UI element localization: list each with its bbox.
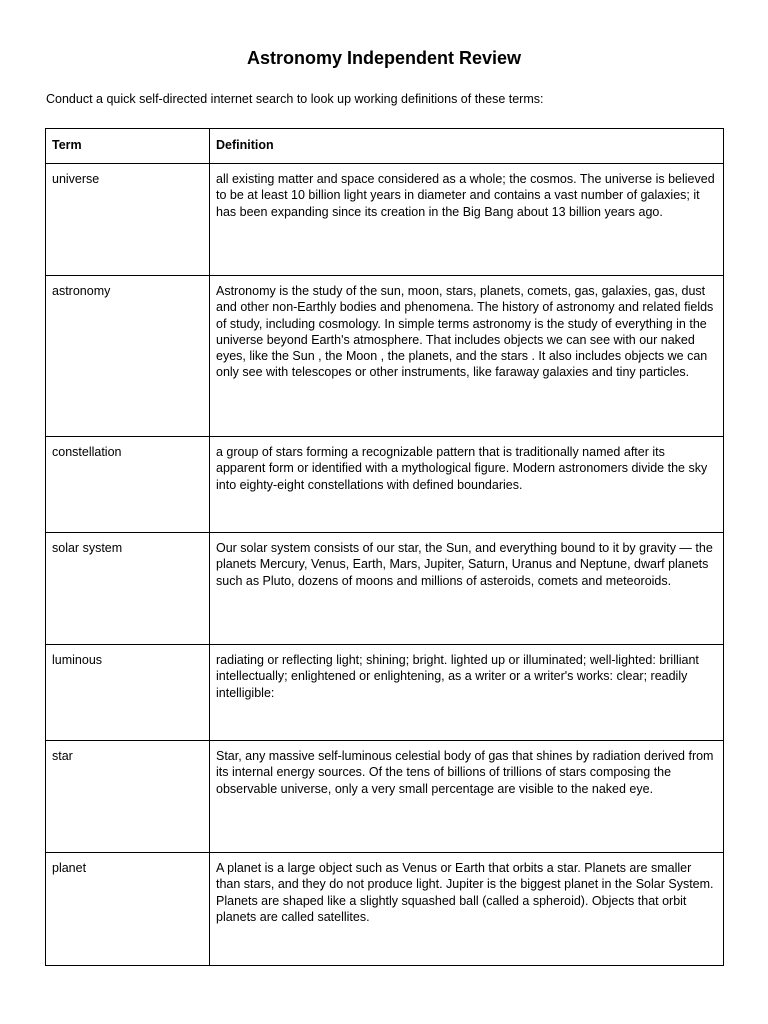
term-cell: star bbox=[46, 741, 210, 853]
table-row bbox=[46, 741, 724, 853]
column-header-term: Term bbox=[46, 129, 210, 164]
terms-table bbox=[45, 128, 724, 966]
instructions-text: Conduct a quick self-directed internet search to look up working definitions of these terms: bbox=[46, 92, 544, 106]
term-cell: luminous bbox=[46, 645, 210, 741]
definition-cell: Astronomy is the study of the sun, moon, stars, planets, comets, gas, galaxies, gas, dust and other non-Earthly bodies and phenomena. The history of astronomy and related fields of study, including cosmology. In simple terms astronomy is the study of everything in the universe beyond Earth's atmosphere. That includes objects we can see with our naked eyes, like the Sun , the Moon , the planets, and the stars . It also includes objects we can only see with telescopes or other instruments, like faraway galaxies and tiny particles. bbox=[210, 276, 724, 437]
term-cell: constellation bbox=[46, 437, 210, 533]
term-cell: solar system bbox=[46, 533, 210, 645]
table-row bbox=[46, 276, 724, 437]
table-row bbox=[46, 164, 724, 276]
definition-cell: Our solar system consists of our star, the Sun, and everything bound to it by gravity — the planets Mercury, Venus, Earth, Mars, Jupiter, Saturn, Uranus and Neptune, dwarf planets such as Pluto, dozens of moons and millions of asteroids, comets and meteoroids. bbox=[210, 533, 724, 645]
term-cell: astronomy bbox=[46, 276, 210, 437]
table-row bbox=[46, 645, 724, 741]
table-row bbox=[46, 533, 724, 645]
page-title: Astronomy Independent Review bbox=[246, 48, 522, 68]
column-header-definition: Definition bbox=[210, 129, 724, 164]
definition-cell: a group of stars forming a recognizable pattern that is traditionally named after its apparent form or identified with a mythological figure. Modern astronomers divide the sky into eighty-eight constellations with defined boundaries. bbox=[210, 437, 724, 533]
term-cell: planet bbox=[46, 853, 210, 966]
table-header-row bbox=[46, 129, 724, 164]
term-cell: universe bbox=[46, 164, 210, 276]
table-row bbox=[46, 437, 724, 533]
table-row bbox=[46, 853, 724, 966]
definition-cell: all existing matter and space considered as a whole; the cosmos. The universe is believed to be at least 10 billion light years in diameter and contains a vast number of galaxies; it has been expanding since its creation in the Big Bang about 13 billion years ago. bbox=[210, 164, 724, 276]
definition-cell: A planet is a large object such as Venus or Earth that orbits a star. Planets are smaller than stars, and they do not produce light. Jupiter is the biggest planet in the Solar System. Planets are shaped like a slightly squashed ball (called a spheroid). Objects that orbit planets are called satellites. bbox=[210, 853, 724, 966]
definition-cell: radiating or reflecting light; shining; bright. lighted up or illuminated; well-lighted: brilliant intellectually; enlightened or enlightening, as a writer or a writer's works: clear; readily intelligible: bbox=[210, 645, 724, 741]
definition-cell: Star, any massive self-luminous celestial body of gas that shines by radiation derived from its internal energy sources. Of the tens of billions of trillions of stars composing the observable universe, only a very small percentage are visible to the naked eye. bbox=[210, 741, 724, 853]
